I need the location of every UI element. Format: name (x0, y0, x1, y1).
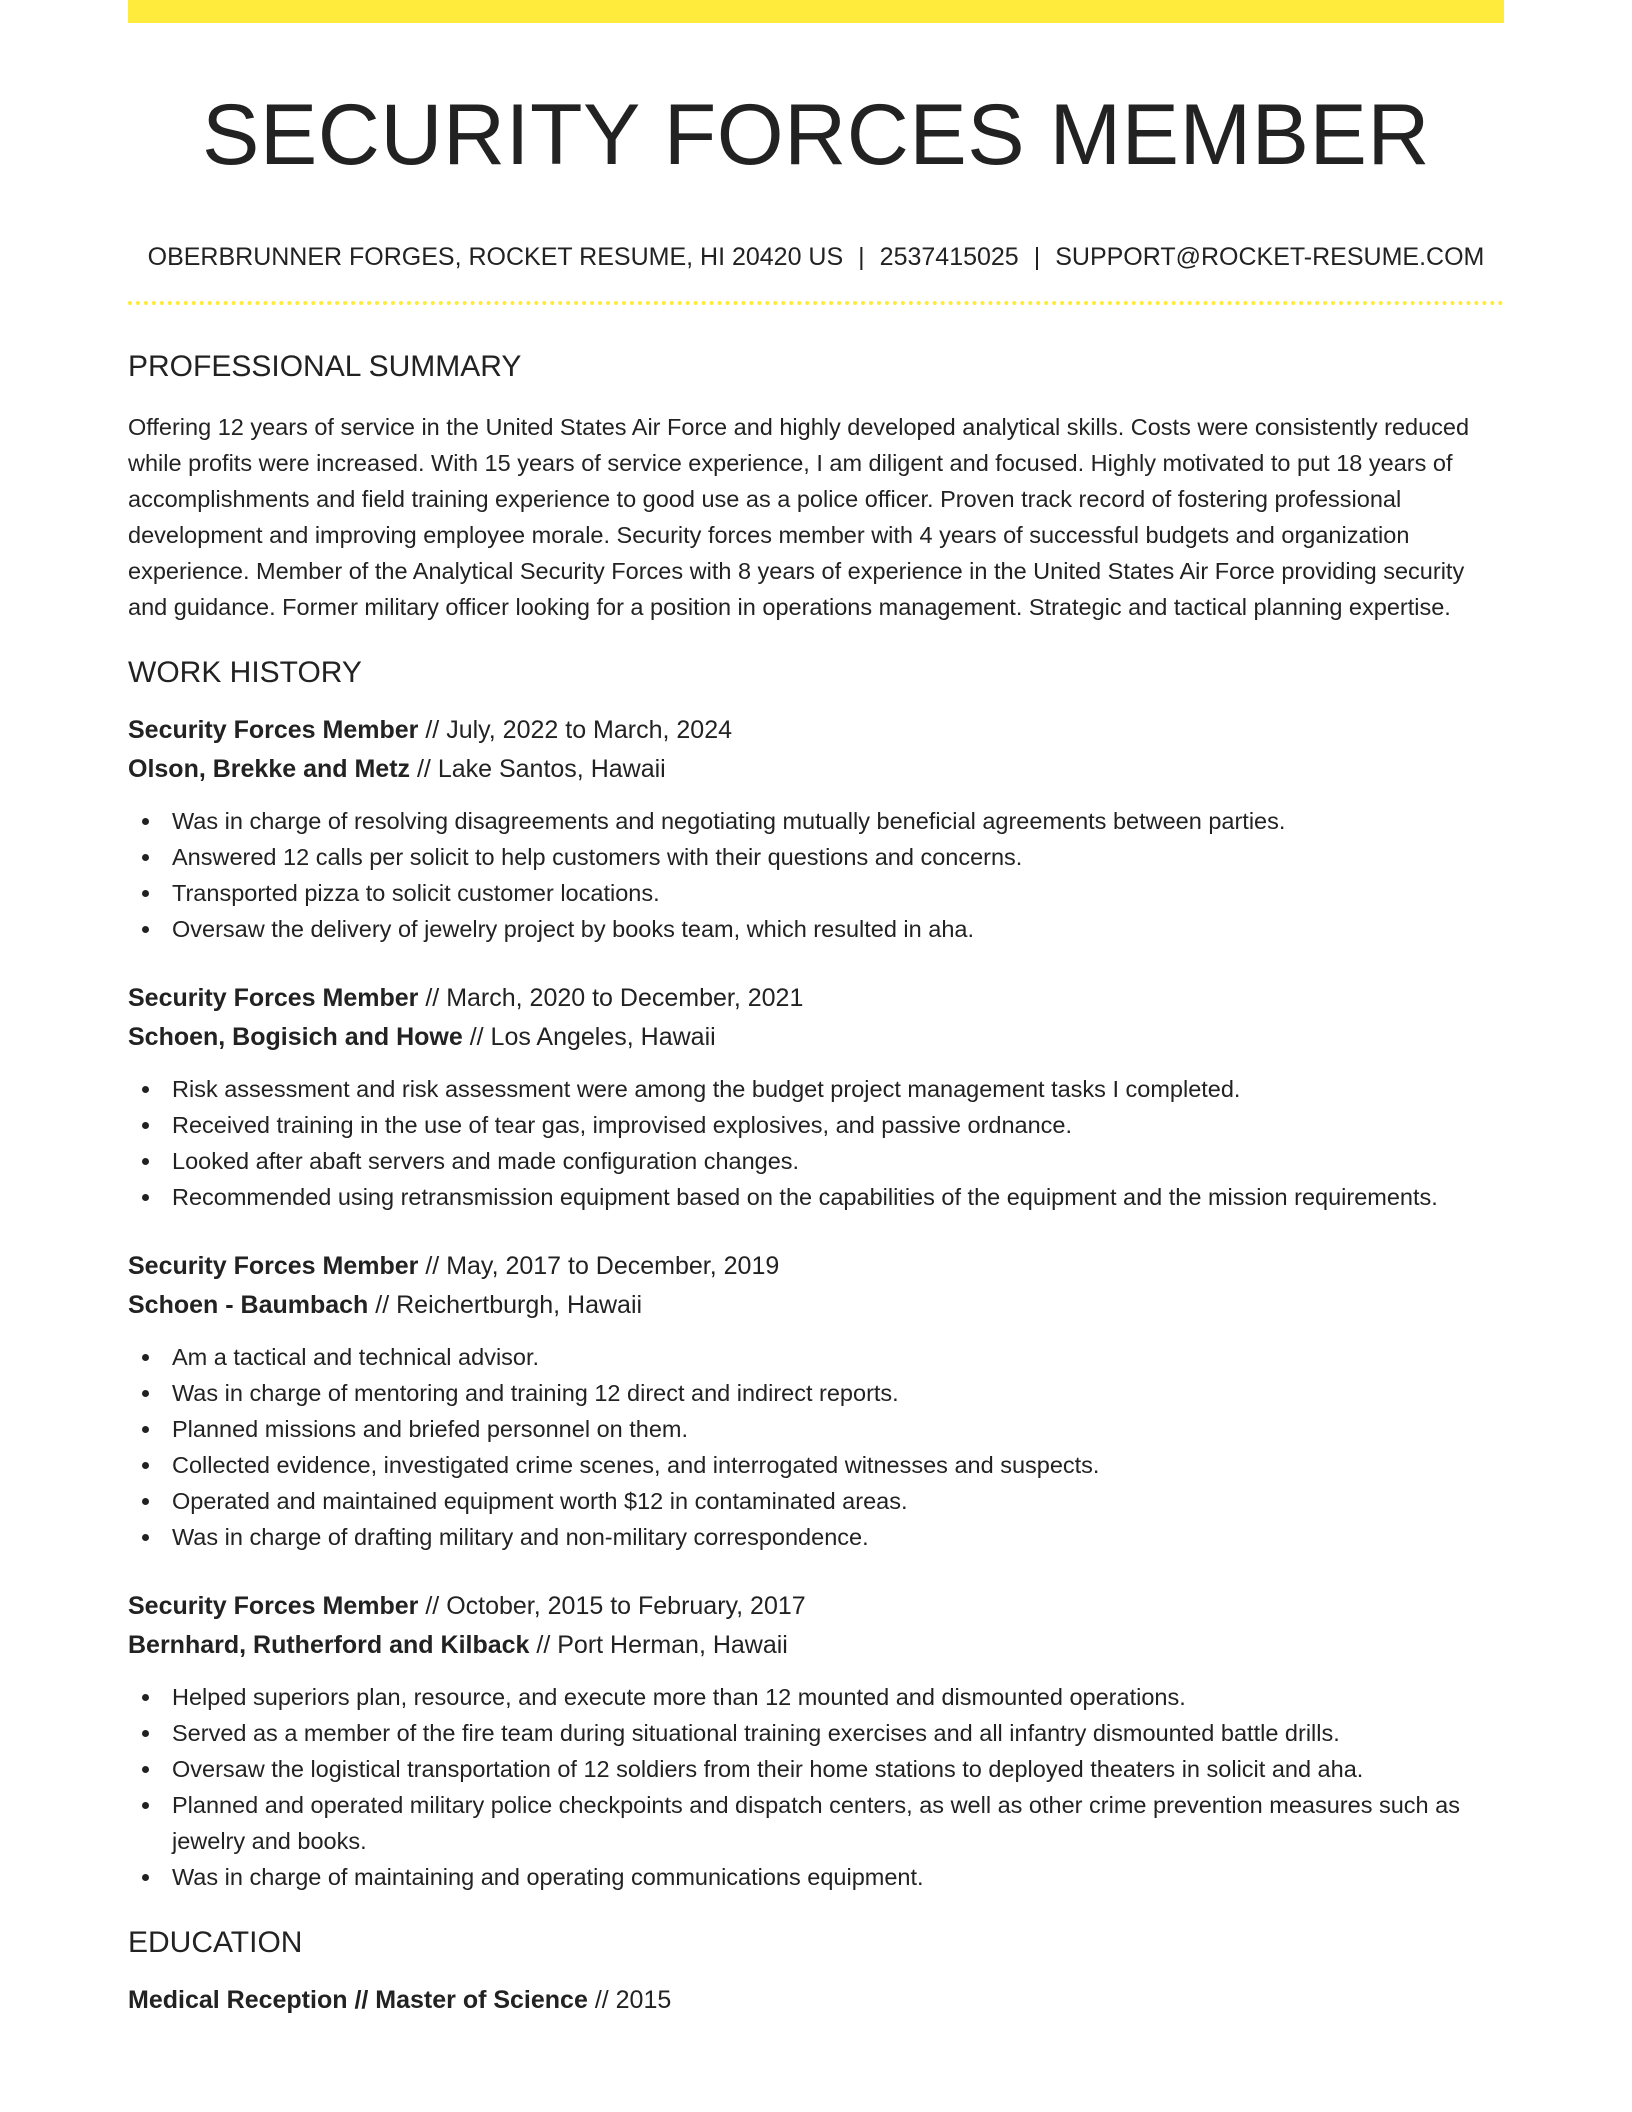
job-bullet: Served as a member of the fire team during situational training exercises and all infantry dismounted battle drills. (172, 1715, 1504, 1751)
job-bullet: Risk assessment and risk assessment were among the budget project management tasks I completed. (172, 1071, 1504, 1107)
job-bullets (128, 1071, 1504, 1215)
job-bullet: Helped superiors plan, resource, and execute more than 12 mounted and dismounted operations. (172, 1679, 1504, 1715)
job-company: Bernhard, Rutherford and Kilback (128, 1631, 530, 1659)
job-location: // Port Herman, Hawaii (529, 1631, 788, 1659)
job-entry (128, 1587, 1504, 1895)
job-company: Schoen - Baumbach (128, 1291, 369, 1319)
header-divider (128, 301, 1504, 305)
summary-text: Offering 12 years of service in the United States Air Force and highly developed analytical skills. Costs were consistently reduced while profits were increased. With 15 years of service experience, I am diligent and focused. Highly motivated to put 18 years of accomplishments and field training experience to good use as a police officer. Proven track record of fostering professional development and improving employee morale. Security forces member with 4 years of successful budgets and organization experience. Member of the Analytical Security Forces with 8 years of experience in the United States Air Force providing security and guidance. Former military officer looking for a position in operations management. Strategic and tactical planning expertise. (128, 414, 1470, 620)
job-role-line (128, 1247, 1504, 1286)
job-role: Security Forces Member (128, 984, 419, 1012)
job-role: Security Forces Member (128, 716, 419, 744)
job-dates: // March, 2020 to December, 2021 (418, 984, 804, 1012)
work-history-heading: WORK HISTORY (128, 656, 362, 689)
job-company-line (128, 1018, 1504, 1057)
job-bullet: Planned and operated military police checkpoints and dispatch centers, as well as other crime prevention measures such as jewelry and books. (172, 1787, 1504, 1859)
education-entry (128, 1981, 1504, 2020)
job-role-line (128, 711, 1504, 750)
job-company: Schoen, Bogisich and Howe (128, 1023, 463, 1051)
contact-separator: | (1033, 243, 1041, 271)
job-bullet: Planned missions and briefed personnel on them. (172, 1411, 1504, 1447)
summary-heading: PROFESSIONAL SUMMARY (128, 350, 522, 383)
job-bullet: Answered 12 calls per solicit to help customers with their questions and concerns. (172, 839, 1504, 875)
job-bullet: Oversaw the logistical transportation of 12 soldiers from their home stations to deployed theaters in solicit and aha. (172, 1751, 1504, 1787)
job-dates: // October, 2015 to February, 2017 (418, 1592, 806, 1620)
job-company-line (128, 750, 1504, 789)
resume-page (128, 0, 1504, 2020)
job-dates: // May, 2017 to December, 2019 (418, 1252, 780, 1280)
job-bullets (128, 1339, 1504, 1555)
job-bullets (128, 1679, 1504, 1895)
job-role-line (128, 1587, 1504, 1626)
job-company: Olson, Brekke and Metz (128, 755, 411, 783)
contact-address: OBERBRUNNER FORGES, ROCKET RESUME, HI 20420 US (147, 243, 844, 271)
job-bullet: Was in charge of drafting military and non-military correspondence. (172, 1519, 1504, 1555)
job-entry (128, 979, 1504, 1215)
job-bullet: Recommended using retransmission equipment based on the capabilities of the equipment and the mission requirements. (172, 1179, 1504, 1215)
job-company-line (128, 1626, 1504, 1665)
job-bullet: Transported pizza to solicit customer locations. (172, 875, 1504, 911)
job-bullets (128, 803, 1504, 947)
job-role-line (128, 979, 1504, 1018)
job-bullet: Am a tactical and technical advisor. (172, 1339, 1504, 1375)
job-dates: // July, 2022 to March, 2024 (418, 716, 733, 744)
job-entry (128, 1247, 1504, 1555)
job-role: Security Forces Member (128, 1592, 419, 1620)
contact-email: SUPPORT@ROCKET-RESUME.COM (1055, 243, 1485, 271)
job-bullet: Received training in the use of tear gas, improvised explosives, and passive ordnance. (172, 1107, 1504, 1143)
job-location: // Reichertburgh, Hawaii (368, 1291, 643, 1319)
job-bullet: Looked after abaft servers and made configuration changes. (172, 1143, 1504, 1179)
job-bullet: Oversaw the delivery of jewelry project by books team, which resulted in aha. (172, 911, 1504, 947)
contact-line (128, 241, 1504, 273)
education-year: // 2015 (587, 1986, 672, 2014)
job-bullet: Was in charge of mentoring and training 12 direct and indirect reports. (172, 1375, 1504, 1411)
job-bullet: Collected evidence, investigated crime scenes, and interrogated witnesses and suspects. (172, 1447, 1504, 1483)
job-bullet: Was in charge of resolving disagreements and negotiating mutually beneficial agreements between parties. (172, 803, 1504, 839)
job-bullet: Was in charge of maintaining and operating communications equipment. (172, 1859, 1504, 1895)
education-degree: Medical Reception // Master of Science (128, 1986, 588, 2014)
job-role: Security Forces Member (128, 1252, 419, 1280)
job-bullet: Operated and maintained equipment worth $12 in contaminated areas. (172, 1483, 1504, 1519)
contact-phone: 2537415025 (879, 243, 1019, 271)
top-accent-bar (128, 0, 1504, 23)
job-company-line (128, 1286, 1504, 1325)
job-location: // Los Angeles, Hawaii (462, 1023, 716, 1051)
job-entry (128, 711, 1504, 947)
education-heading: EDUCATION (128, 1926, 303, 1959)
resume-title: SECURITY FORCES MEMBER (202, 87, 1430, 183)
job-location: // Lake Santos, Hawaii (410, 755, 666, 783)
contact-separator: | (858, 243, 865, 271)
